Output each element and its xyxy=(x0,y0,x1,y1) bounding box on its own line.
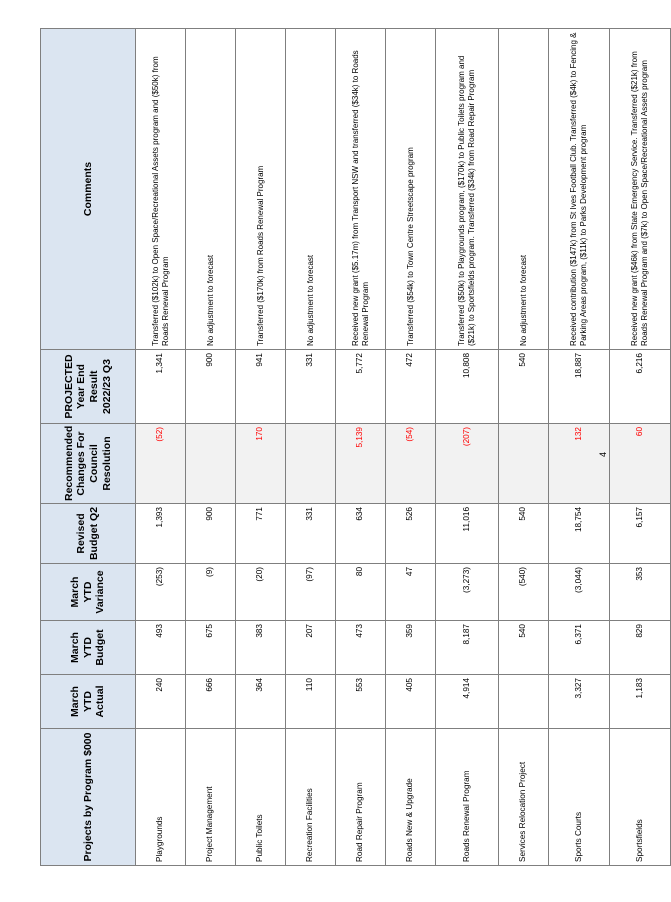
projected-cell: 10,808 xyxy=(436,350,499,424)
program-cell: Roads New & Upgrade xyxy=(386,729,436,866)
recommended-cell: 60 xyxy=(610,424,671,504)
actual-cell: 4,914 xyxy=(436,675,499,729)
actual-cell xyxy=(499,675,549,729)
revised-cell: 331 xyxy=(286,504,336,564)
budget-cell: 675 xyxy=(186,621,236,675)
revised-cell: 634 xyxy=(336,504,386,564)
revised-cell: 900 xyxy=(186,504,236,564)
variance-cell: 353 xyxy=(610,564,671,621)
comment-cell: No adjustment to forecast xyxy=(499,29,549,350)
actual-cell: 405 xyxy=(386,675,436,729)
revised-cell: 11,016 xyxy=(436,504,499,564)
table-row xyxy=(186,29,236,866)
revised-cell: 771 xyxy=(236,504,286,564)
program-cell: Project Management xyxy=(186,729,236,866)
header-recommended: Recommended Changes For Council Resolution xyxy=(41,424,136,504)
header-row xyxy=(41,29,136,866)
comment-cell: Received new grant ($46k) from State Emergency Service. Transferred ($21k) from Roads Renewal Program and ($7k) to Open Space/Recreational Assets program xyxy=(610,29,671,350)
recommended-cell: 132 xyxy=(549,424,610,504)
actual-cell: 110 xyxy=(286,675,336,729)
header-ytd-budget: March YTD Budget xyxy=(41,621,136,675)
actual-cell: 1,183 xyxy=(610,675,671,729)
budget-cell: 8,187 xyxy=(436,621,499,675)
table-row xyxy=(136,29,186,866)
variance-cell: 80 xyxy=(336,564,386,621)
comment-cell: Received contribution ($147k) from St Ives Football Club. Transferred ($4k) to Fencing & Parking Areas program, ($11k) to Parks Development program xyxy=(549,29,610,350)
revised-cell: 18,754 xyxy=(549,504,610,564)
comment-cell: Transferred ($54k) to Town Centre Streetscape program xyxy=(386,29,436,350)
table-row xyxy=(499,29,549,866)
program-cell: Services Relocation Project xyxy=(499,729,549,866)
variance-cell: (253) xyxy=(136,564,186,621)
projected-cell: 18,887 xyxy=(549,350,610,424)
recommended-cell: (52) xyxy=(136,424,186,504)
actual-cell: 364 xyxy=(236,675,286,729)
actual-cell: 240 xyxy=(136,675,186,729)
projected-cell: 6,216 xyxy=(610,350,671,424)
budget-cell: 359 xyxy=(386,621,436,675)
comment-cell: Received new grant ($5.17m) from Transport NSW and transferred ($34k) to Roads Renewal Program xyxy=(336,29,386,350)
table-row xyxy=(549,29,610,866)
revised-cell: 540 xyxy=(499,504,549,564)
variance-cell: (540) xyxy=(499,564,549,621)
header-ytd-actual: March YTD Actual xyxy=(41,675,136,729)
variance-cell: (3,044) xyxy=(549,564,610,621)
comment-cell: No adjustment to forecast xyxy=(286,29,336,350)
header-projected: PROJECTED Year End Result 2022/23 Q3 xyxy=(41,350,136,424)
budget-cell: 540 xyxy=(499,621,549,675)
recommended-cell xyxy=(286,424,336,504)
projected-cell: 900 xyxy=(186,350,236,424)
header-comments: Comments xyxy=(41,29,136,350)
program-cell: Roads Renewal Program xyxy=(436,729,499,866)
program-cell: Sports Courts xyxy=(549,729,610,866)
budget-cell: 6,371 xyxy=(549,621,610,675)
projected-cell: 1,341 xyxy=(136,350,186,424)
comment-cell: Transferred ($170k) from Roads Renewal Program xyxy=(236,29,286,350)
recommended-cell: (207) xyxy=(436,424,499,504)
budget-cell: 207 xyxy=(286,621,336,675)
actual-cell: 666 xyxy=(186,675,236,729)
comment-cell: Transferred ($102k) to Open Space/Recreational Assets program and ($50k) from Roads Renewal Program xyxy=(136,29,186,350)
header-program: Projects by Program $000 xyxy=(41,729,136,866)
program-cell: Sportsfields xyxy=(610,729,671,866)
variance-cell: (97) xyxy=(286,564,336,621)
variance-cell: (3,273) xyxy=(436,564,499,621)
actual-cell: 3,327 xyxy=(549,675,610,729)
page-number: 4 xyxy=(598,451,608,457)
projected-cell: 5,772 xyxy=(336,350,386,424)
revised-cell: 1,393 xyxy=(136,504,186,564)
recommended-cell: 170 xyxy=(236,424,286,504)
program-cell: Road Repair Program xyxy=(336,729,386,866)
program-cell: Recreation Facilities xyxy=(286,729,336,866)
table-row xyxy=(386,29,436,866)
recommended-cell xyxy=(499,424,549,504)
variance-cell: 47 xyxy=(386,564,436,621)
variance-cell: (9) xyxy=(186,564,236,621)
budget-cell: 473 xyxy=(336,621,386,675)
variance-cell: (20) xyxy=(236,564,286,621)
recommended-cell: (54) xyxy=(386,424,436,504)
revised-cell: 526 xyxy=(386,504,436,564)
table-row xyxy=(436,29,499,866)
projected-cell: 472 xyxy=(386,350,436,424)
program-cell: Playgrounds xyxy=(136,729,186,866)
budget-cell: 493 xyxy=(136,621,186,675)
projected-cell: 540 xyxy=(499,350,549,424)
budget-cell: 829 xyxy=(610,621,671,675)
comment-cell: No adjustment to forecast xyxy=(186,29,236,350)
recommended-cell: 5,139 xyxy=(336,424,386,504)
comment-cell: Transferred ($50k) to Playgrounds program, ($170k) to Public Toilets program and ($21k) to Sportsfields program. Transferred ($34k) from Road Repair Program xyxy=(436,29,499,350)
projected-cell: 941 xyxy=(236,350,286,424)
table-row xyxy=(236,29,286,866)
table-row xyxy=(610,29,671,866)
budget-cell: 383 xyxy=(236,621,286,675)
header-revised-budget: Revised Budget Q2 xyxy=(41,504,136,564)
table-row xyxy=(336,29,386,866)
revised-cell: 6,157 xyxy=(610,504,671,564)
projects-budget-table xyxy=(40,28,671,866)
projected-cell: 331 xyxy=(286,350,336,424)
program-cell: Public Toilets xyxy=(236,729,286,866)
table-row xyxy=(286,29,336,866)
actual-cell: 553 xyxy=(336,675,386,729)
header-ytd-variance: March YTD Variance xyxy=(41,564,136,621)
recommended-cell xyxy=(186,424,236,504)
